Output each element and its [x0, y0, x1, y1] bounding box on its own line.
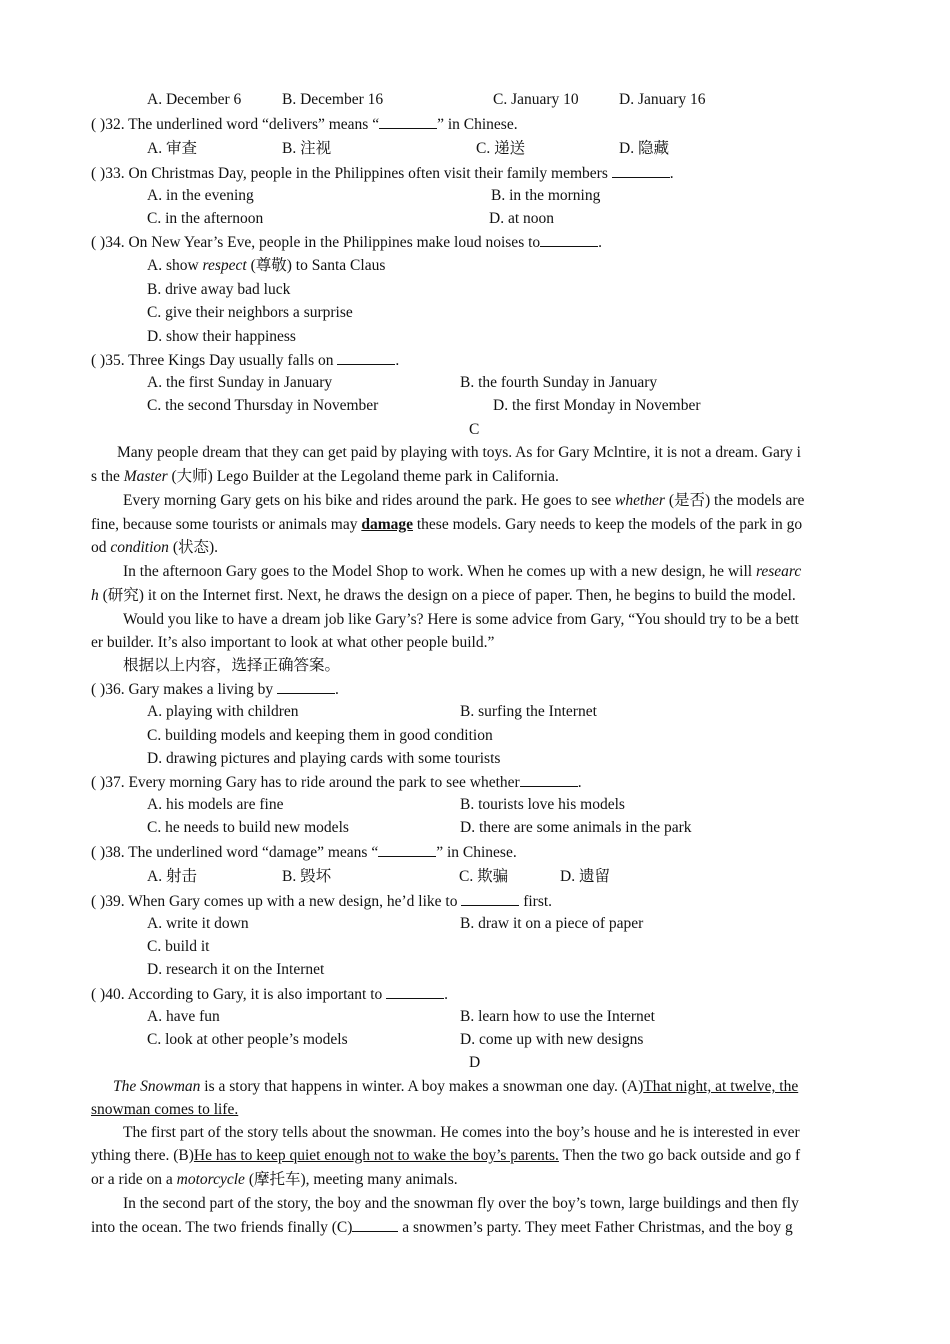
q40-option-b: B. learn how to use the Internet [460, 1008, 655, 1025]
q32-option-b: B. 注视 [282, 140, 332, 157]
q31-option-d: D. January 16 [619, 91, 706, 108]
passage-d-line: ything there. (B)He has to keep quiet enough not to wake the boy’s parents. Then the two go back outside and go f [91, 1147, 801, 1164]
q35-option-c: C. the second Thursday in November [147, 397, 379, 414]
passage-d-line: or a ride on a motorcycle (摩托车), meeting many animals. [91, 1171, 458, 1188]
passage-c-line: Every morning Gary gets on his bike and rides around the park. He goes to see whether (是否) the models are [123, 492, 805, 509]
answer-blank [520, 772, 578, 787]
answer-blank [540, 232, 598, 247]
q33-option-a: A. in the evening [147, 187, 254, 204]
q35-stem: ( )35. Three Kings Day usually falls on . [91, 352, 400, 369]
q38-option-d: D. 遗留 [560, 868, 610, 885]
q32-option-c: C. 递送 [476, 140, 526, 157]
passage-c-line: er builder. It’s also important to look at what other people build.” [91, 634, 495, 651]
section-c-heading: C [469, 421, 480, 438]
section-d-heading: D [469, 1054, 481, 1071]
underlined-word: damage [361, 516, 413, 533]
q40-stem: ( )40. According to Gary, it is also important to . [91, 986, 449, 1003]
q33-stem: ( )33. On Christmas Day, people in the Philippines often visit their family members . [91, 165, 674, 182]
q40-option-d: D. come up with new designs [460, 1031, 644, 1048]
answer-blank [386, 984, 444, 999]
q34-option-a: A. show respect (尊敬) to Santa Claus [147, 257, 386, 274]
answer-blank [461, 891, 519, 906]
q35-option-d: D. the first Monday in November [493, 397, 701, 414]
answer-blank [352, 1217, 398, 1232]
q33-option-c: C. in the afternoon [147, 210, 264, 227]
passage-c-line: s the Master (大师) Lego Builder at the Legoland theme park in California. [91, 468, 559, 485]
q40-option-a: A. have fun [147, 1008, 220, 1025]
q38-option-c: C. 欺骗 [459, 868, 509, 885]
q39-option-c: C. build it [147, 938, 210, 955]
q32-option-a: A. 审查 [147, 140, 197, 157]
q37-option-d: D. there are some animals in the park [460, 819, 692, 836]
q37-stem: ( )37. Every morning Gary has to ride around the park to see whether . [91, 774, 582, 791]
passage-d-line: snowman comes to life. [91, 1101, 239, 1118]
passage-d-line: into the ocean. The two friends finally (C) a snowmen’s party. They meet Father Christmas, and the boy g [91, 1219, 793, 1236]
q39-option-a: A. write it down [147, 915, 249, 932]
q38-option-a: A. 射击 [147, 868, 197, 885]
q31-option-b: B. December 16 [282, 91, 384, 108]
q38-stem: ( )38. The underlined word “damage” means “ ” in Chinese. [91, 844, 517, 861]
q34-option-c: C. give their neighbors a surprise [147, 304, 353, 321]
answer-blank [337, 350, 395, 365]
q37-option-b: B. tourists love his models [460, 796, 625, 813]
q38-option-b: B. 毁坏 [282, 868, 332, 885]
q36-option-b: B. surfing the Internet [460, 703, 597, 720]
passage-c-line: od condition (状态). [91, 539, 219, 556]
q36-option-d: D. drawing pictures and playing cards with some tourists [147, 750, 501, 767]
answer-blank [378, 842, 436, 857]
passage-c-line: fine, because some tourists or animals may damage these models. Gary needs to keep the models of the park in go [91, 516, 803, 533]
passage-d-line: The Snowman is a story that happens in winter. A boy makes a snowman one day. (A)That night, at twelve, the [113, 1078, 799, 1095]
q31-option-c: C. January 10 [493, 91, 579, 108]
q40-option-c: C. look at other people’s models [147, 1031, 348, 1048]
q33-option-d: D. at noon [489, 210, 555, 227]
q33-option-b: B. in the morning [491, 187, 601, 204]
q32-option-d: D. 隐藏 [619, 140, 669, 157]
passage-c-line: Would you like to have a dream job like Gary’s? Here is some advice from Gary, “You should try to be a bett [123, 611, 799, 628]
q34-option-b: B. drive away bad luck [147, 281, 291, 298]
q36-option-c: C. building models and keeping them in good condition [147, 727, 493, 744]
passage-d-line: The first part of the story tells about the snowman. He comes into the boy’s house and he is interested in ever [123, 1124, 800, 1141]
answer-blank [379, 114, 437, 129]
q37-option-c: C. he needs to build new models [147, 819, 349, 836]
passage-d-line: In the second part of the story, the boy and the snowman fly over the boy’s town, large buildings and then fly [123, 1195, 799, 1212]
q36-stem: ( )36. Gary makes a living by . [91, 681, 339, 698]
q35-option-a: A. the first Sunday in January [147, 374, 333, 391]
passage-c-line: In the afternoon Gary goes to the Model Shop to work. When he comes up with a new design, he will researc [123, 563, 802, 580]
instruction-text: 根据以上内容，选择正确答案。 [123, 657, 341, 674]
q34-option-d: D. show their happiness [147, 328, 296, 345]
q31-option-a: A. December 6 [147, 91, 242, 108]
answer-blank [612, 163, 670, 178]
q36-option-a: A. playing with children [147, 703, 299, 720]
q39-option-b: B. draw it on a piece of paper [460, 915, 644, 932]
answer-blank [277, 679, 335, 694]
q39-stem: ( )39. When Gary comes up with a new design, he’d like to first. [91, 893, 553, 910]
q34-stem: ( )34. On New Year’s Eve, people in the Philippines make loud noises to . [91, 234, 603, 251]
passage-c-line: Many people dream that they can get paid by playing with toys. As for Gary Mclntire, it is not a dream. Gary i [117, 444, 801, 461]
q39-option-d: D. research it on the Internet [147, 961, 325, 978]
q35-option-b: B. the fourth Sunday in January [460, 374, 658, 391]
passage-c-line: h (研究) it on the Internet first. Next, he draws the design on a piece of paper. Then, he begins to build the model. [91, 587, 796, 604]
q37-option-a: A. his models are fine [147, 796, 284, 813]
q32-stem: ( )32. The underlined word “delivers” means “ ” in Chinese. [91, 116, 518, 133]
